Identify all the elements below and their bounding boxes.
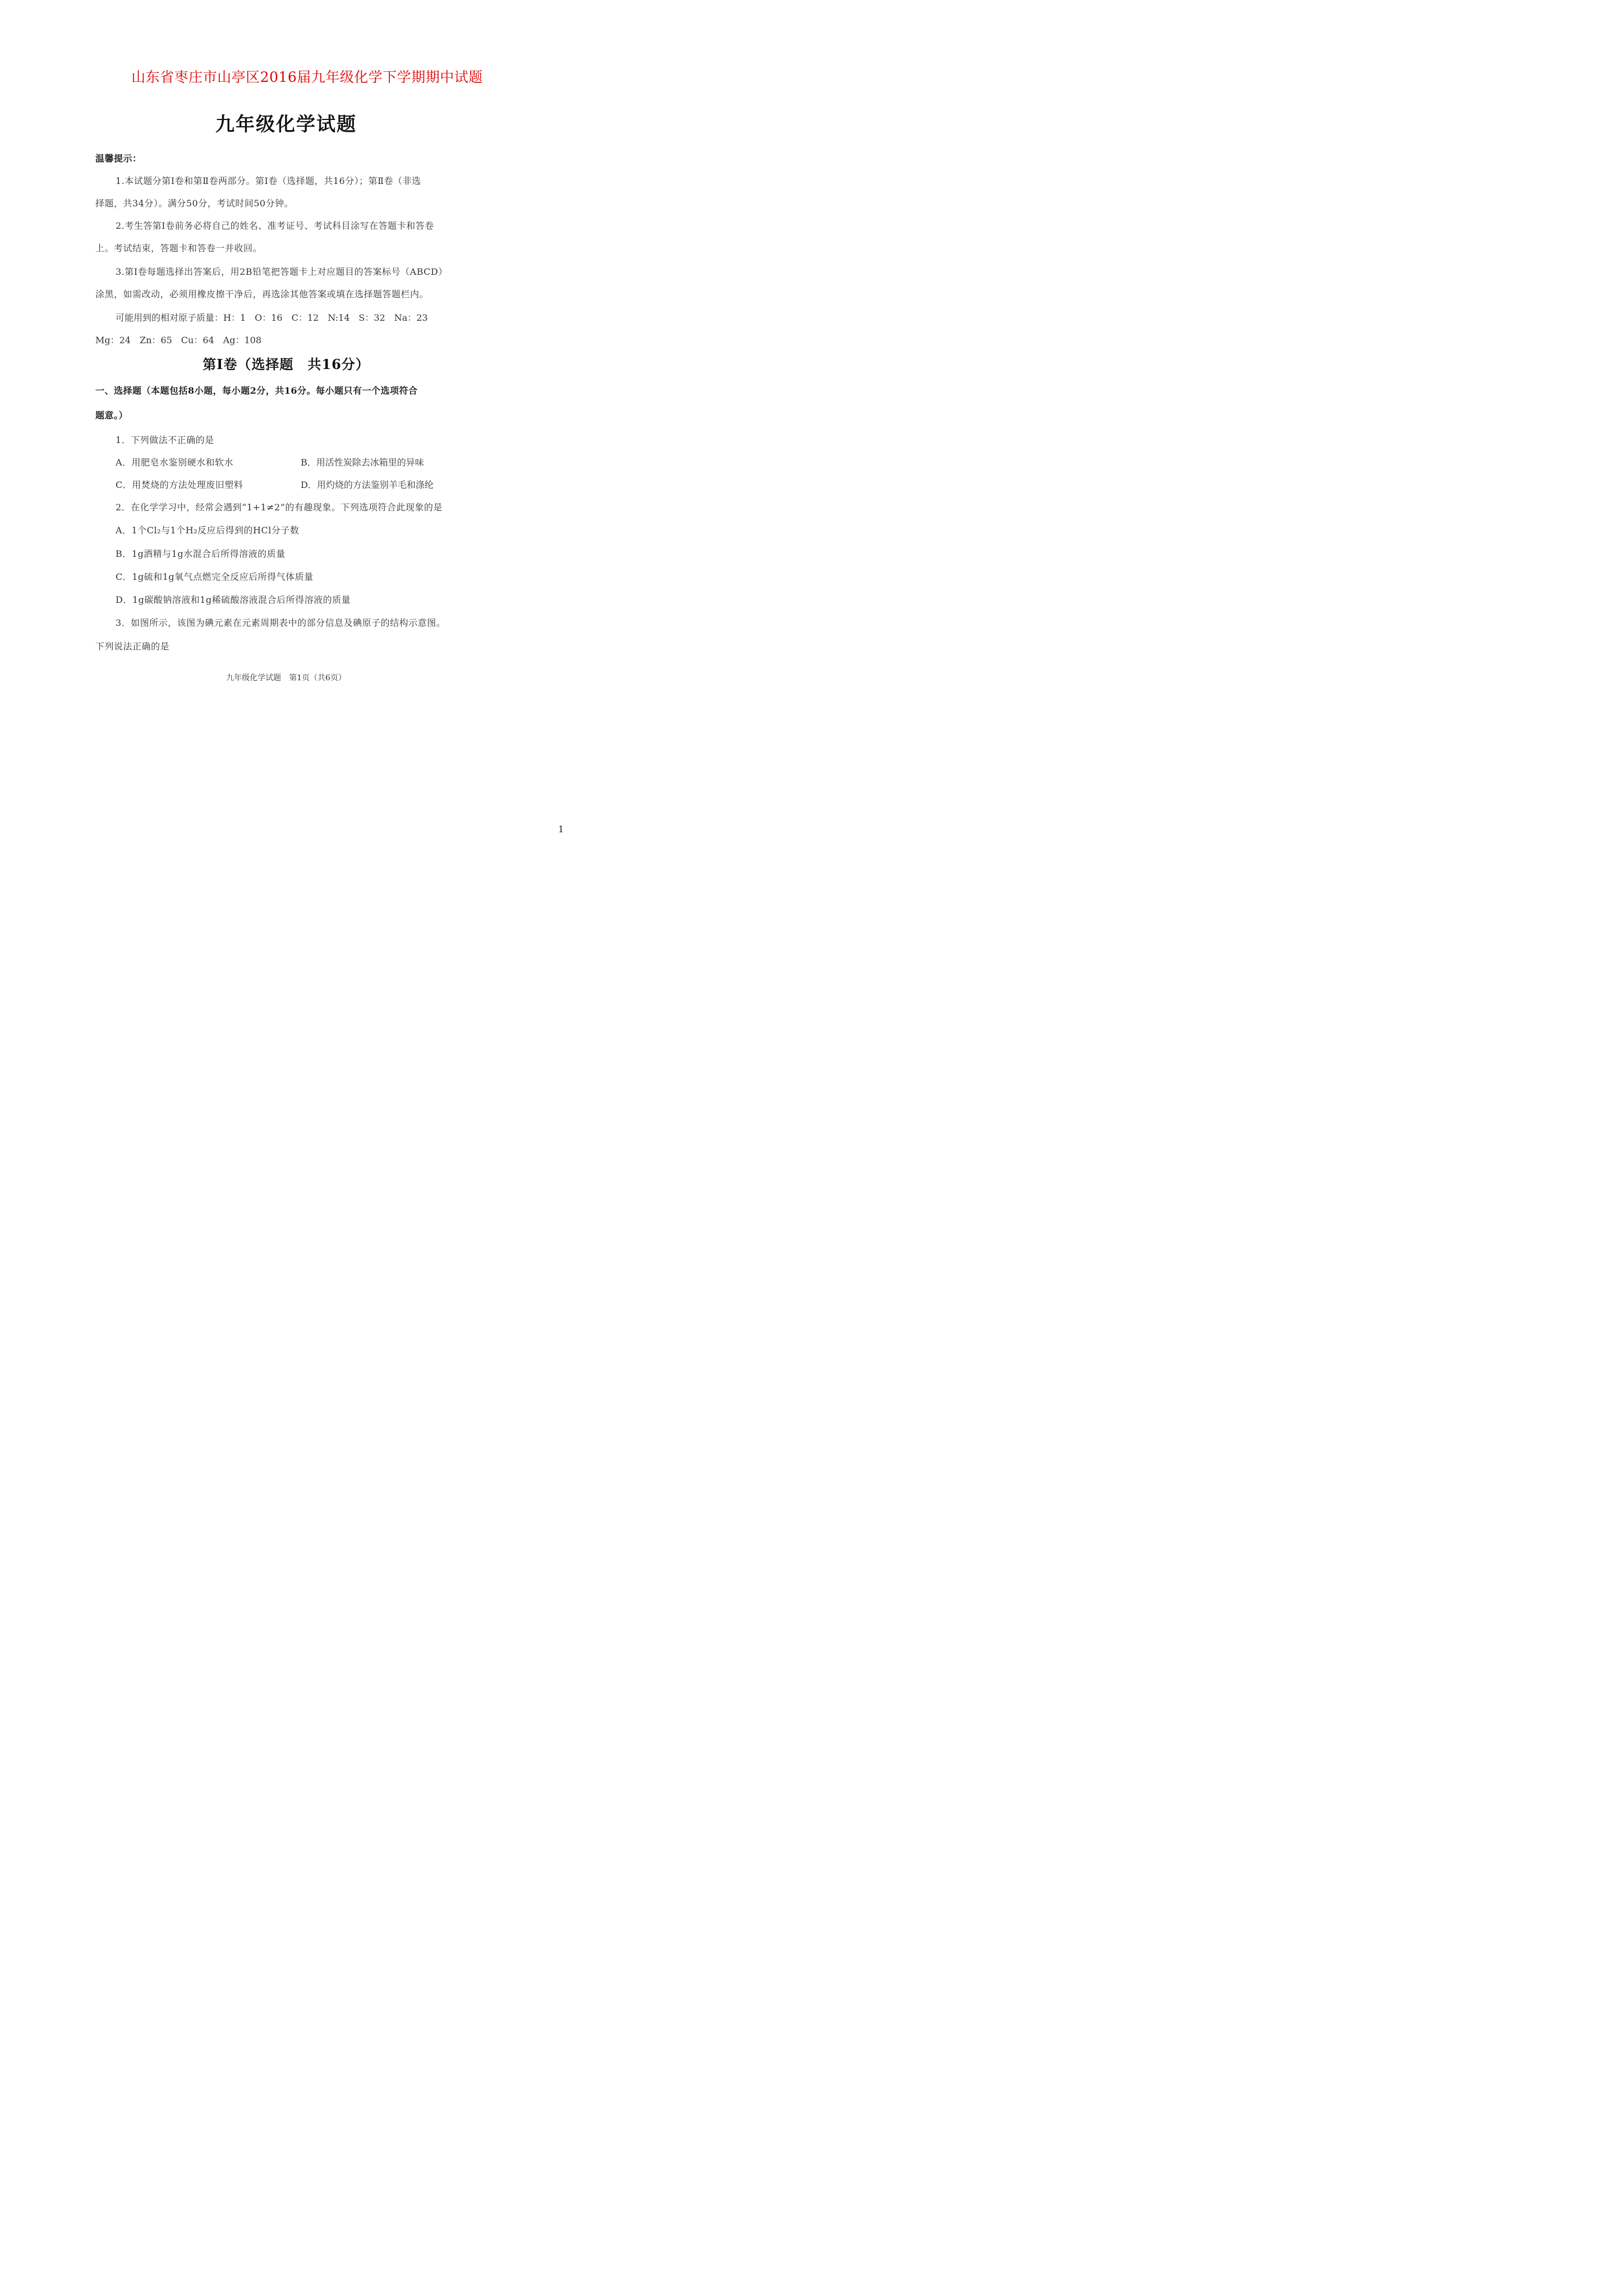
question-2-option-a: A．1个Cl₂与1个H₂反应后得到的HCl分子数 xyxy=(116,525,300,536)
page-number: 1 xyxy=(558,824,564,835)
document-title: 九年级化学试题 xyxy=(215,113,357,136)
question-2-option-b: B．1g酒精与1g水混合后所得溶液的质量 xyxy=(116,548,286,559)
tip-1-line-1: 1.本试题分第Ⅰ卷和第Ⅱ卷两部分。第Ⅰ卷（选择题，共16分）；第Ⅱ卷（非选 xyxy=(116,176,421,186)
tip-1-line-2: 择题，共34分）。满分50分，考试时间50分钟。 xyxy=(95,198,294,209)
section-1-title: 第Ⅰ卷（选择题 共16分） xyxy=(203,356,370,372)
question-1-option-b: B．用活性炭除去冰箱里的异味 xyxy=(301,457,424,468)
tip-3-line-1: 3.第Ⅰ卷每题选择出答案后，用2B铅笔把答题卡上对应题目的答案标号（ABCD） xyxy=(116,266,448,277)
exam-footer: 九年级化学试题 第1页（共6页） xyxy=(226,674,346,683)
question-3-stem-line-2: 下列说法正确的是 xyxy=(95,641,170,652)
section-1-instruction-line-2: 题意。） xyxy=(95,410,128,421)
question-3-stem-line-1: 3．如图所示，该图为碘元素在元素周期表中的部分信息及碘原子的结构示意图。 xyxy=(116,617,446,628)
question-1-option-d: D．用灼烧的方法鉴别羊毛和涤纶 xyxy=(301,480,434,490)
page-header-title: 山东省枣庄市山亭区2016届九年级化学下学期期中试题 xyxy=(131,69,483,85)
question-1-option-a: A．用肥皂水鉴别硬水和软水 xyxy=(116,457,234,468)
tip-3-line-2: 涂黑，如需改动，必须用橡皮擦干净后，再选涂其他答案或填在选择题答题栏内。 xyxy=(95,289,429,299)
question-1-stem: 1．下列做法不正确的是 xyxy=(116,435,214,445)
question-1-option-c: C．用焚烧的方法处理废旧塑料 xyxy=(116,480,243,490)
question-2-option-c: C．1g硫和1g氧气点燃完全反应后所得气体质量 xyxy=(116,571,314,582)
question-2-option-d: D．1g碳酸钠溶液和1g稀硫酸溶液混合后所得溶液的质量 xyxy=(116,594,351,605)
section-1-instruction-line-1: 一、选择题（本题包括8小题，每小题2分，共16分。每小题只有一个选项符合 xyxy=(95,385,418,396)
atomic-mass-line-2: Mg：24 Zn：65 Cu：64 Ag：108 xyxy=(95,335,262,345)
question-2-stem: 2．在化学学习中，经常会遇到“1+1≠2”的有趣现象。下列选项符合此现象的是 xyxy=(116,502,443,513)
scanned-exam-page xyxy=(90,101,482,690)
tip-2-line-2: 上。考试结束，答题卡和答卷一并收回。 xyxy=(95,243,263,253)
tips-heading: 温馨提示： xyxy=(95,153,142,164)
atomic-mass-line-1: 可能用到的相对原子质量：H：1 O：16 C：12 N:14 S：32 Na：23 xyxy=(116,312,428,323)
tip-2-line-1: 2.考生答第Ⅰ卷前务必将自己的姓名、准考证号、考试科目涂写在答题卡和答卷 xyxy=(116,220,434,231)
